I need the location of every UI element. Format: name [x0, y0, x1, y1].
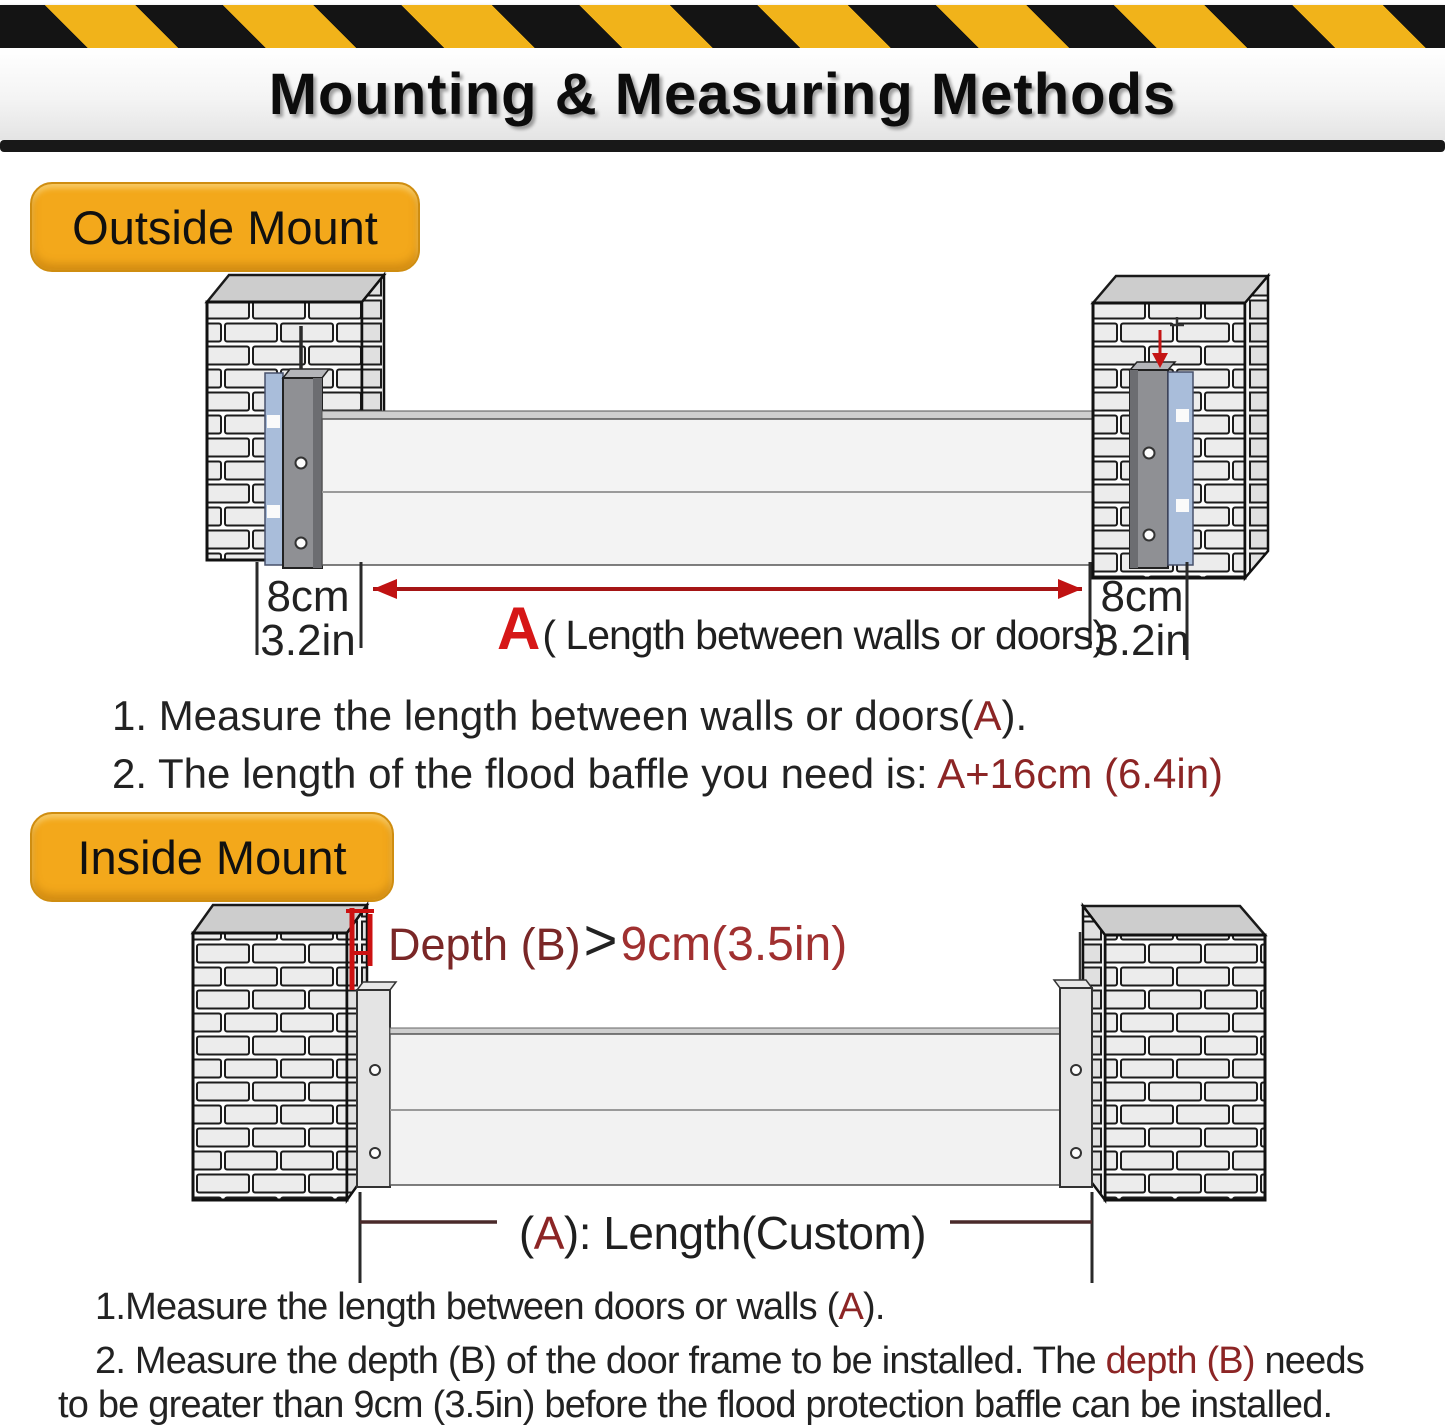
pillar-front-face	[1105, 935, 1265, 1200]
channel-shade	[313, 378, 322, 568]
length-text: (	[518, 1207, 534, 1259]
greater-than-sign: >	[583, 908, 618, 973]
flood-barrier-panel	[322, 411, 1130, 565]
depth-value: 9cm(3.5in)	[620, 918, 848, 971]
pillar-top-face	[193, 905, 367, 933]
channel-top-bevel	[357, 982, 396, 990]
screw-hole	[296, 538, 307, 549]
page-title: Mounting & Measuring Methods	[268, 61, 1177, 127]
dim-label-right-cm: 8cm	[1100, 572, 1184, 621]
outside-step-2	[112, 750, 1223, 798]
step-text: needs	[1254, 1340, 1364, 1382]
pillar-front-face	[193, 933, 347, 1200]
screw-hole	[1071, 1148, 1081, 1158]
channel-shade	[1130, 370, 1138, 568]
pillar-top-face	[1093, 276, 1268, 303]
screw-hole	[296, 458, 307, 469]
step-text: 1. Measure the length between walls or doors(	[112, 692, 974, 739]
screw-hole	[1071, 1065, 1081, 1075]
length-a-letter: A	[533, 1207, 564, 1259]
inside-step-2	[95, 1340, 1364, 1383]
depth-annotation	[388, 908, 848, 973]
channel-top-bevel	[1130, 362, 1175, 370]
seal-fixing-mark	[267, 415, 280, 428]
length-text: ): Length(Custom)	[563, 1207, 927, 1259]
pillar-side-face	[1245, 276, 1268, 578]
step-text: ).	[862, 1286, 885, 1328]
step-highlight: A	[838, 1286, 863, 1328]
outside-right-pillar	[1093, 276, 1268, 578]
step-highlight: depth (B)	[1105, 1340, 1255, 1382]
step-text: 2. Measure the depth (B) of the door frame to be installed. The	[95, 1340, 1106, 1382]
step-text: 2. The length of the flood baffle you need is:	[112, 750, 938, 797]
seal-fixing-mark	[267, 505, 280, 518]
inside-step-3: to be greater than 9cm (3.5in) before the flood protection baffle can be installed.	[58, 1384, 1333, 1426]
panel-top-edge	[390, 1028, 1060, 1034]
pillar-top-face	[1083, 906, 1265, 935]
inside-length-label	[450, 1206, 995, 1260]
screw-hole	[370, 1065, 380, 1075]
inside-mount-badge-label: Inside Mount	[77, 830, 347, 884]
depth-label: Depth (B)	[388, 919, 581, 970]
channel-top-bevel	[1054, 980, 1092, 988]
inside-right-pillar	[1054, 906, 1265, 1200]
step-highlight: A	[973, 692, 1002, 739]
seal-strip-blue	[265, 373, 283, 565]
length-a-text: ( Length between walls or doors)	[542, 612, 1106, 658]
seal-fixing-mark	[1176, 409, 1189, 422]
step-text: ).	[1001, 692, 1028, 739]
step-text: 1.Measure the length between doors or walls (	[95, 1286, 839, 1328]
screw-hole	[370, 1148, 380, 1158]
arrowhead-right	[1058, 579, 1082, 599]
dim-label-left-in: 3.2in	[260, 616, 356, 665]
step-highlight: A+16cm (6.4in)	[937, 750, 1224, 797]
screw-hole	[1144, 530, 1155, 541]
outside-mount-badge-label: Outside Mount	[72, 200, 378, 254]
outside-step-1	[112, 692, 1027, 740]
arrowhead-left	[373, 579, 397, 599]
length-a-label	[497, 595, 1106, 662]
dim-label-right-in: 3.2in	[1094, 616, 1190, 665]
dim-label-left-cm: 8cm	[266, 572, 350, 621]
length-a-letter: A	[497, 595, 541, 662]
length-arrow	[373, 579, 1082, 599]
pillar-top-face	[207, 275, 384, 302]
screw-hole	[1144, 448, 1155, 459]
flood-barrier-panel	[390, 1028, 1060, 1185]
seal-strip-blue	[1168, 372, 1193, 565]
inside-left-pillar	[193, 905, 396, 1200]
seal-fixing-mark	[1176, 499, 1189, 512]
channel-top-bevel	[283, 369, 329, 378]
panel-top-edge	[322, 411, 1130, 419]
inside-step-1	[95, 1286, 885, 1329]
